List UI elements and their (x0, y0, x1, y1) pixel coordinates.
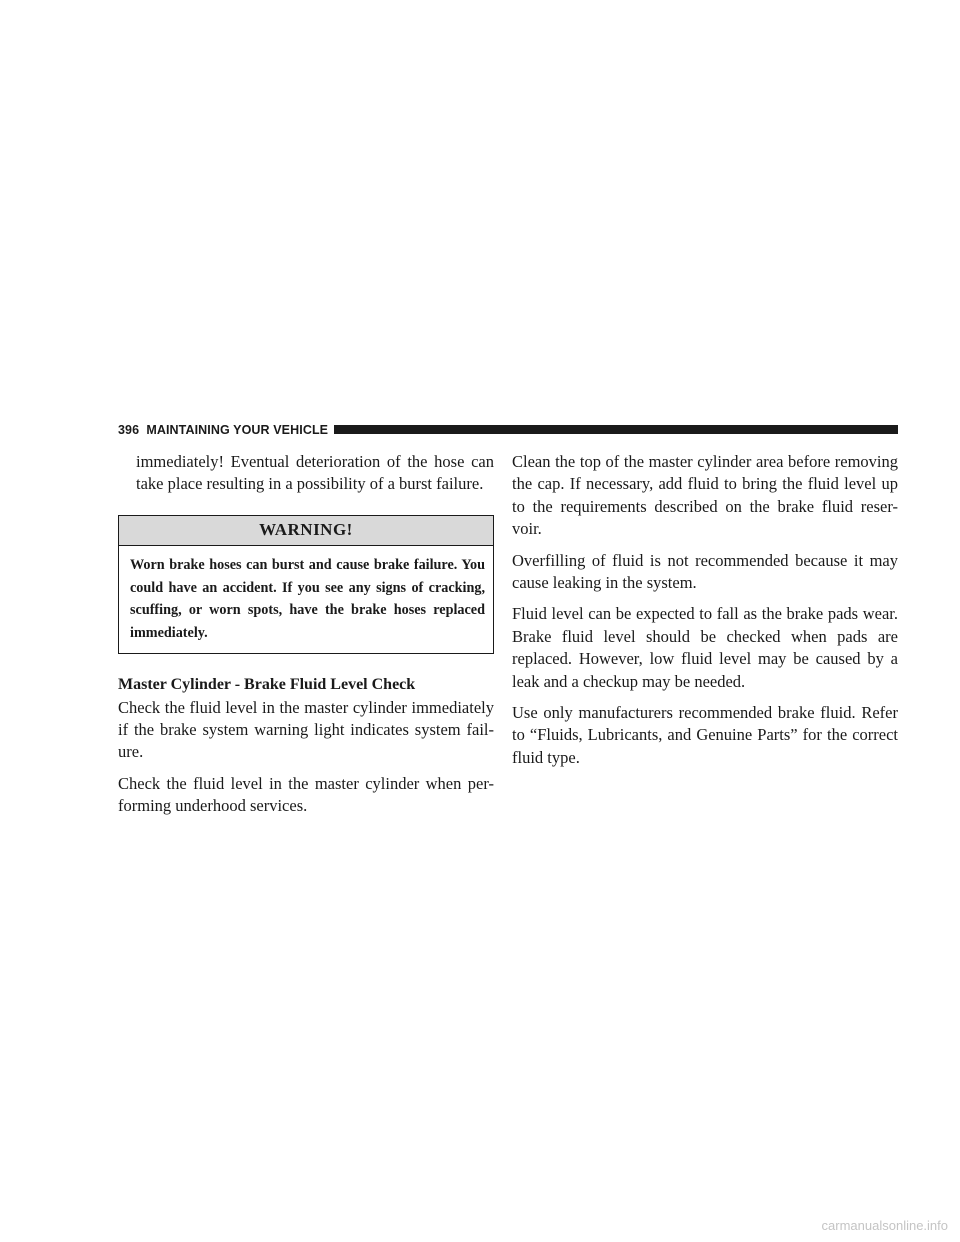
paragraph: Use only manufacturers recommended brake fluid. Refer to “Fluids, Lubricants, and Genuine Parts” for the correct fluid type. (512, 703, 898, 767)
paragraph: Clean the top of the master cylinder area before removing the cap. If necessary, add fluid to bring the fluid level up to the requirements described on the brake fluid reser-voir. (512, 452, 898, 539)
right-column (512, 451, 898, 778)
page-header-label (118, 423, 328, 437)
paragraph: Check the fluid level in the master cylinder immediately if the brake system warning light indicates system fail-ure. (118, 697, 494, 762)
continued-paragraph: immediately! Eventual deterioration of the hose can take place resulting in a possibility of a burst failure. (136, 452, 494, 494)
page-header (118, 423, 898, 436)
left-column (118, 451, 494, 827)
section-title: MAINTAINING YOUR VEHICLE (146, 422, 329, 437)
page-number: 396 (118, 422, 140, 437)
paragraph: Fluid level can be expected to fall as the brake pads wear. Brake fluid level should be checked when pads are replaced. However, low fluid level may be caused by a leak and a checkup may be needed. (512, 604, 898, 691)
paragraph: Overfilling of fluid is not recommended because it may cause leaking in the system. (512, 550, 898, 593)
warning-box (118, 515, 494, 654)
warning-title: WARNING! (119, 516, 493, 546)
header-rule (334, 425, 898, 434)
watermark: carmanualsonline.info (821, 1218, 948, 1233)
paragraph: Check the fluid level in the master cylinder when per-forming underhood services. (118, 773, 494, 816)
section-subheading: Master Cylinder - Brake Fluid Level Check (118, 676, 416, 694)
warning-body: Worn brake hoses can burst and cause brake failure. You could have an accident. If you see any signs of cracking, scuffing, or worn spots, have the brake hoses replaced immediately. (130, 557, 485, 641)
